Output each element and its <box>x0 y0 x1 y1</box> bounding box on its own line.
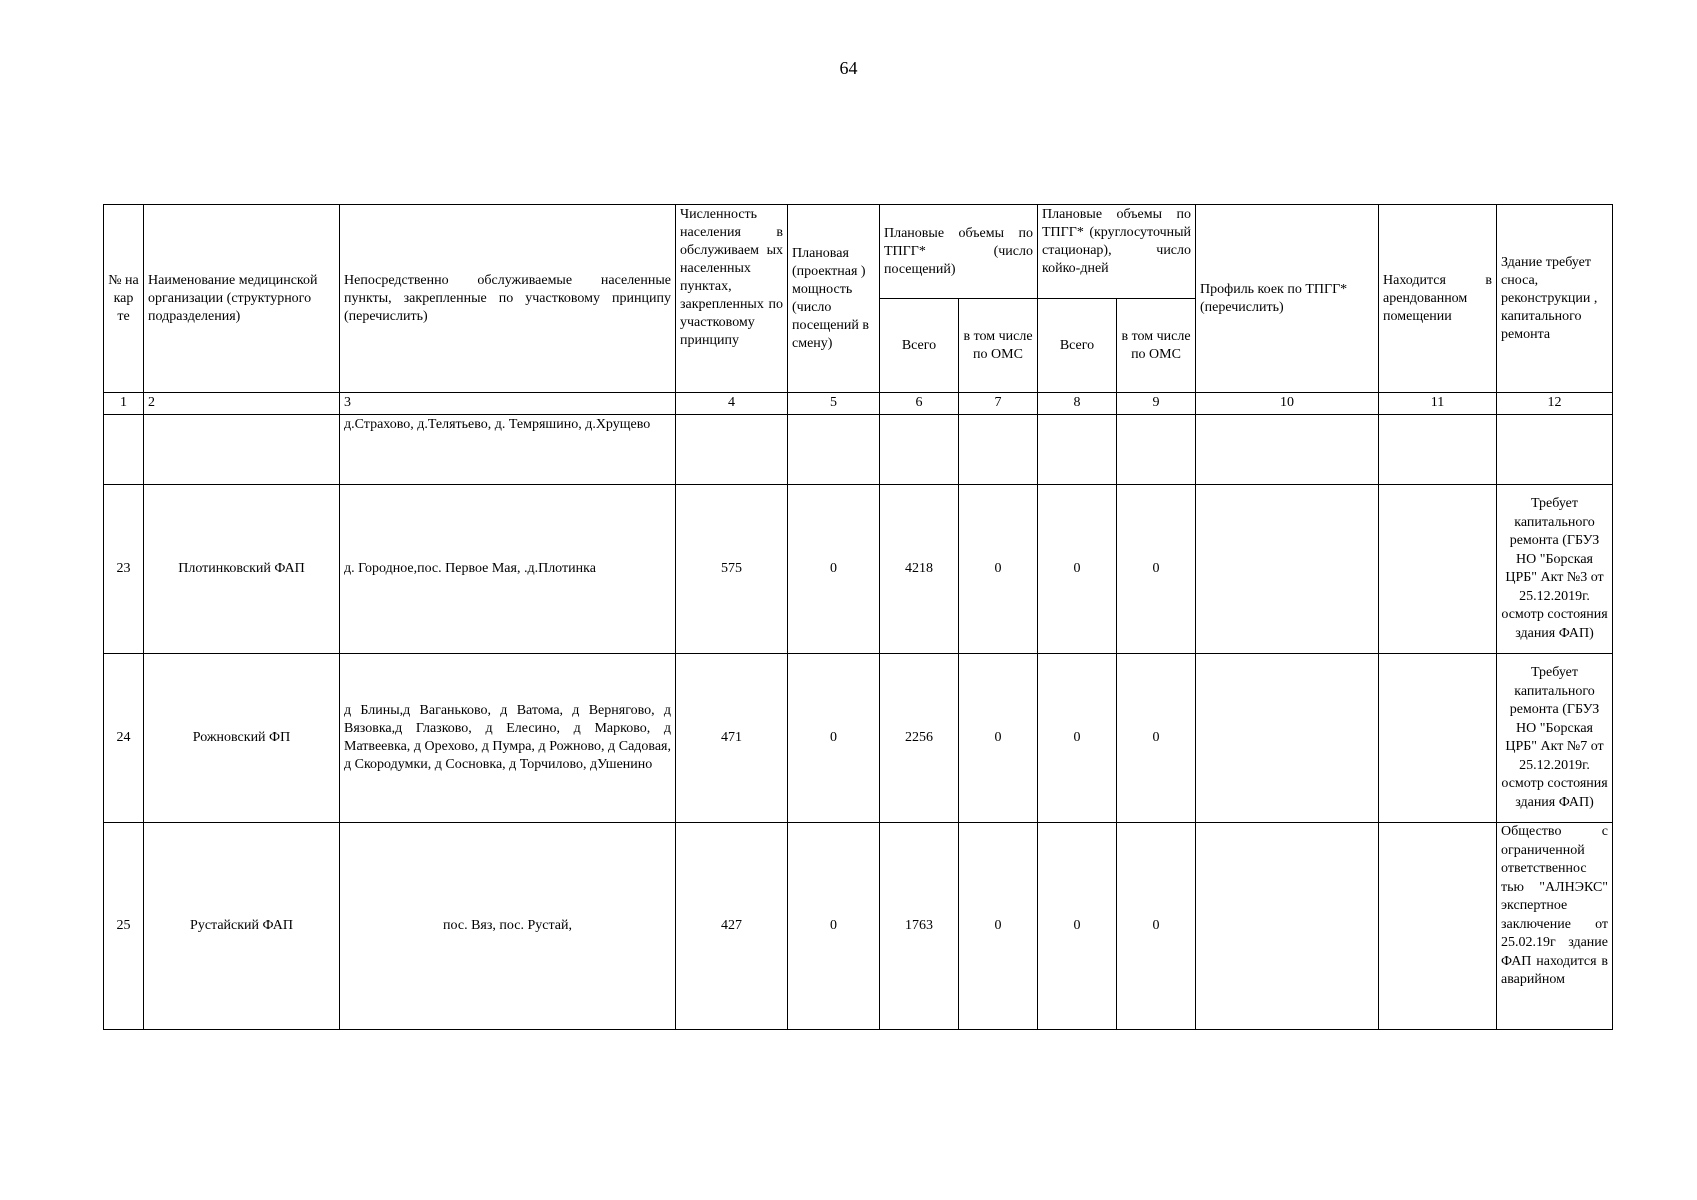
row-bed-profile <box>1196 485 1379 654</box>
row-beddays-total: 0 <box>1038 823 1117 1030</box>
column-number-row <box>104 393 1613 415</box>
row-number: 23 <box>104 485 144 654</box>
row-building-condition: Требует капитального ремонта (ГБУЗ НО "Борская ЦРБ" Акт №7 от 25.12.2019г. осмотр состояния здания ФАП) <box>1497 654 1613 823</box>
row-organization: Плотинковский ФАП <box>144 485 340 654</box>
row-rented <box>1379 823 1497 1030</box>
row-number <box>104 415 144 485</box>
row-beddays-oms: 0 <box>1117 823 1196 1030</box>
row-organization: Рустайский ФАП <box>144 823 340 1030</box>
column-number: 1 <box>104 393 144 415</box>
header-population: Численность населения в обслуживаем ых населенных пунктах, закрепленных по участковому принципу <box>676 205 788 393</box>
row-building-condition <box>1497 415 1613 485</box>
row-beddays-oms: 0 <box>1117 654 1196 823</box>
row-rented <box>1379 415 1497 485</box>
row-organization <box>144 415 340 485</box>
column-number: 12 <box>1497 393 1613 415</box>
row-bed-profile <box>1196 654 1379 823</box>
header-bed-profile: Профиль коек по ТПГГ* (перечислить) <box>1196 205 1379 393</box>
header-building-condition: Здание требует сноса, реконструкции , капитального ремонта <box>1497 205 1613 393</box>
row-number: 25 <box>104 823 144 1030</box>
row-building-condition: Требует капитального ремонта (ГБУЗ НО "Борская ЦРБ" Акт №3 от 25.12.2019г. осмотр состояния здания ФАП) <box>1497 485 1613 654</box>
row-population: 471 <box>676 654 788 823</box>
table-row <box>104 415 1613 485</box>
row-organization: Рожновский ФП <box>144 654 340 823</box>
row-rented <box>1379 485 1497 654</box>
row-population: 575 <box>676 485 788 654</box>
row-beddays-total: 0 <box>1038 485 1117 654</box>
header-settlements: Непосредственно обслуживаемые населенные пункты, закрепленные по участковому принципу (перечислить) <box>340 205 676 393</box>
row-building-condition: Общество с ограниченной ответственнос тью "АЛНЭКС" экспертное заключение от 25.02.19г здание ФАП находится в аварийном <box>1497 823 1613 1030</box>
column-number: 11 <box>1379 393 1497 415</box>
header-visits-oms: в том числе по ОМС <box>959 299 1038 393</box>
header-map-number: № на кар те <box>104 205 144 393</box>
row-beddays-oms: 0 <box>1117 485 1196 654</box>
header-rented: Находится в арендованном помещении <box>1379 205 1497 393</box>
table-row <box>104 654 1613 823</box>
column-number: 9 <box>1117 393 1196 415</box>
header-beddays-oms: в том числе по ОМС <box>1117 299 1196 393</box>
row-visits-oms: 0 <box>959 654 1038 823</box>
row-bed-profile <box>1196 823 1379 1030</box>
row-beddays-total: 0 <box>1038 654 1117 823</box>
row-visits-total: 1763 <box>880 823 959 1030</box>
table-row <box>104 823 1613 1030</box>
row-capacity: 0 <box>788 485 880 654</box>
row-settlements: д.Страхово, д.Телятьево, д. Темряшино, д.Хрущево <box>340 415 676 485</box>
column-number: 10 <box>1196 393 1379 415</box>
row-capacity: 0 <box>788 654 880 823</box>
row-settlements: д Блины,д Ваганьково, д Ватома, д Вернягово, д Вязовка,д Глазково, д Елесино, д Марково, д Матвеевка, д Орехово, д Пумра, д Рожново, д Садовая, д Скородумки, д Сосновка, д Торчилово, дУшенино <box>340 654 676 823</box>
row-visits-oms: 0 <box>959 485 1038 654</box>
column-number: 4 <box>676 393 788 415</box>
header-organization-name: Наименование медицинской организации (структурного подразделения) <box>144 205 340 393</box>
row-beddays-oms <box>1117 415 1196 485</box>
row-beddays-total <box>1038 415 1117 485</box>
row-bed-profile <box>1196 415 1379 485</box>
row-population <box>676 415 788 485</box>
table-row <box>104 485 1613 654</box>
row-capacity: 0 <box>788 823 880 1030</box>
page-number: 64 <box>839 58 858 78</box>
header-beddays-total: Всего <box>1038 299 1117 393</box>
column-number: 6 <box>880 393 959 415</box>
row-capacity <box>788 415 880 485</box>
row-visits-total <box>880 415 959 485</box>
row-rented <box>1379 654 1497 823</box>
header-capacity: Плановая (проектная ) мощность (число посещений в смену) <box>788 205 880 393</box>
row-visits-total: 2256 <box>880 654 959 823</box>
header-visits-total: Всего <box>880 299 959 393</box>
column-number: 2 <box>144 393 340 415</box>
row-settlements: д. Городное,пос. Первое Мая, .д.Плотинка <box>340 485 676 654</box>
header-row <box>104 205 1613 299</box>
column-number: 3 <box>340 393 676 415</box>
facilities-table <box>103 204 1613 1030</box>
row-visits-oms: 0 <box>959 823 1038 1030</box>
row-settlements: пос. Вяз, пос. Рустай, <box>340 823 676 1030</box>
row-visits-oms <box>959 415 1038 485</box>
row-visits-total: 4218 <box>880 485 959 654</box>
row-population: 427 <box>676 823 788 1030</box>
column-number: 7 <box>959 393 1038 415</box>
header-visits-group: Плановые объемы по ТПГГ* (число посещений) <box>880 205 1038 299</box>
row-number: 24 <box>104 654 144 823</box>
column-number: 8 <box>1038 393 1117 415</box>
column-number: 5 <box>788 393 880 415</box>
header-beddays-group: Плановые объемы по ТПГГ* (круглосуточный стационар), число койко-дней <box>1038 205 1196 299</box>
